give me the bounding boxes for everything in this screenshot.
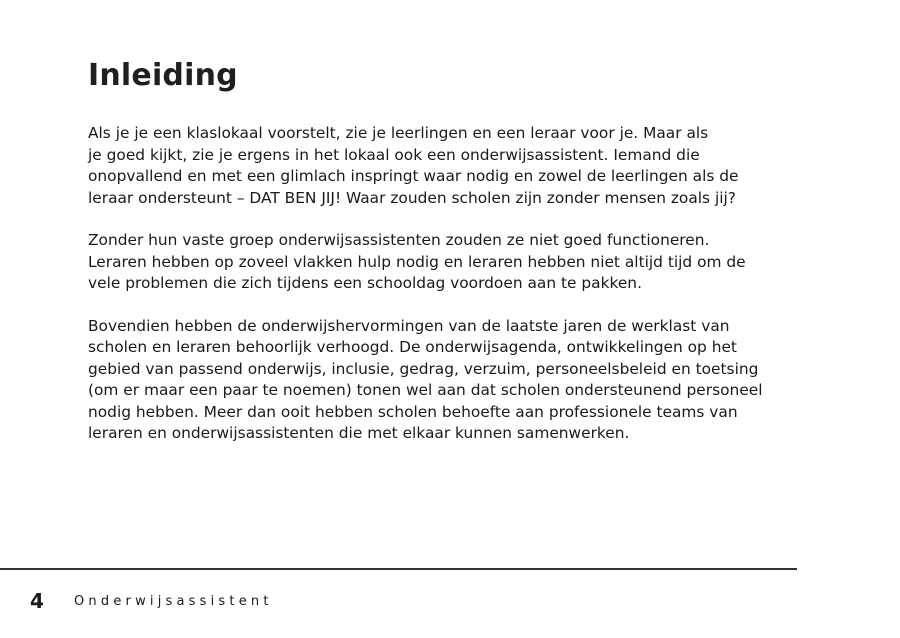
footer-divider — [0, 568, 797, 570]
text-line: scholen en leraren behoorlijk verhoogd. De onderwijsagenda, ontwikkelingen op het — [88, 338, 737, 356]
text-line: Zonder hun vaste groep onderwijsassistenten zouden ze niet goed functioneren. — [88, 231, 710, 249]
text-line: nodig hebben. Meer dan ooit hebben scholen behoefte aan professionele teams van — [88, 402, 738, 421]
text-line: je goed kijkt, zie je ergens in het lokaal ook een onderwijsassistent. Iemand die — [88, 145, 700, 164]
text-line: Als je je een klaslokaal voorstelt, zie je leerlingen en een leraar voor je. Maar als — [88, 124, 709, 142]
paragraph-1 — [88, 123, 818, 209]
text-line: Bovendien hebben de onderwijshervormingen van de laatste jaren de werklast van — [88, 316, 730, 335]
text-line: leraar ondersteunt – DAT BEN JIJ! Waar zouden scholen zijn zonder mensen zoals jij? — [88, 188, 736, 207]
text-line: gebied van passend onderwijs, inclusie, gedrag, verzuim, personeelsbeleid en toetsing — [88, 359, 759, 378]
paragraph-2 — [88, 230, 818, 295]
text-line: Leraren hebben op zoveel vlakken hulp nodig en leraren hebben niet altijd tijd om de — [88, 252, 746, 271]
paragraph-3 — [88, 316, 818, 445]
text-line: vele problemen die zich tijdens een schooldag voordoen aan te pakken. — [88, 274, 642, 292]
text-line: (om er maar een paar te noemen) tonen wel aan dat scholen ondersteunend personeel — [88, 381, 763, 399]
body-text — [88, 123, 818, 466]
chapter-title: Inleiding — [88, 58, 238, 93]
running-title: Onderwijsassistent — [74, 594, 273, 609]
text-line: onopvallend en met een glimlach inspringt waar nodig en zowel de leerlingen als de — [88, 167, 739, 185]
page-number: 4 — [30, 589, 44, 613]
text-line: leraren en onderwijsassistenten die met elkaar kunnen samenwerken. — [88, 424, 630, 442]
